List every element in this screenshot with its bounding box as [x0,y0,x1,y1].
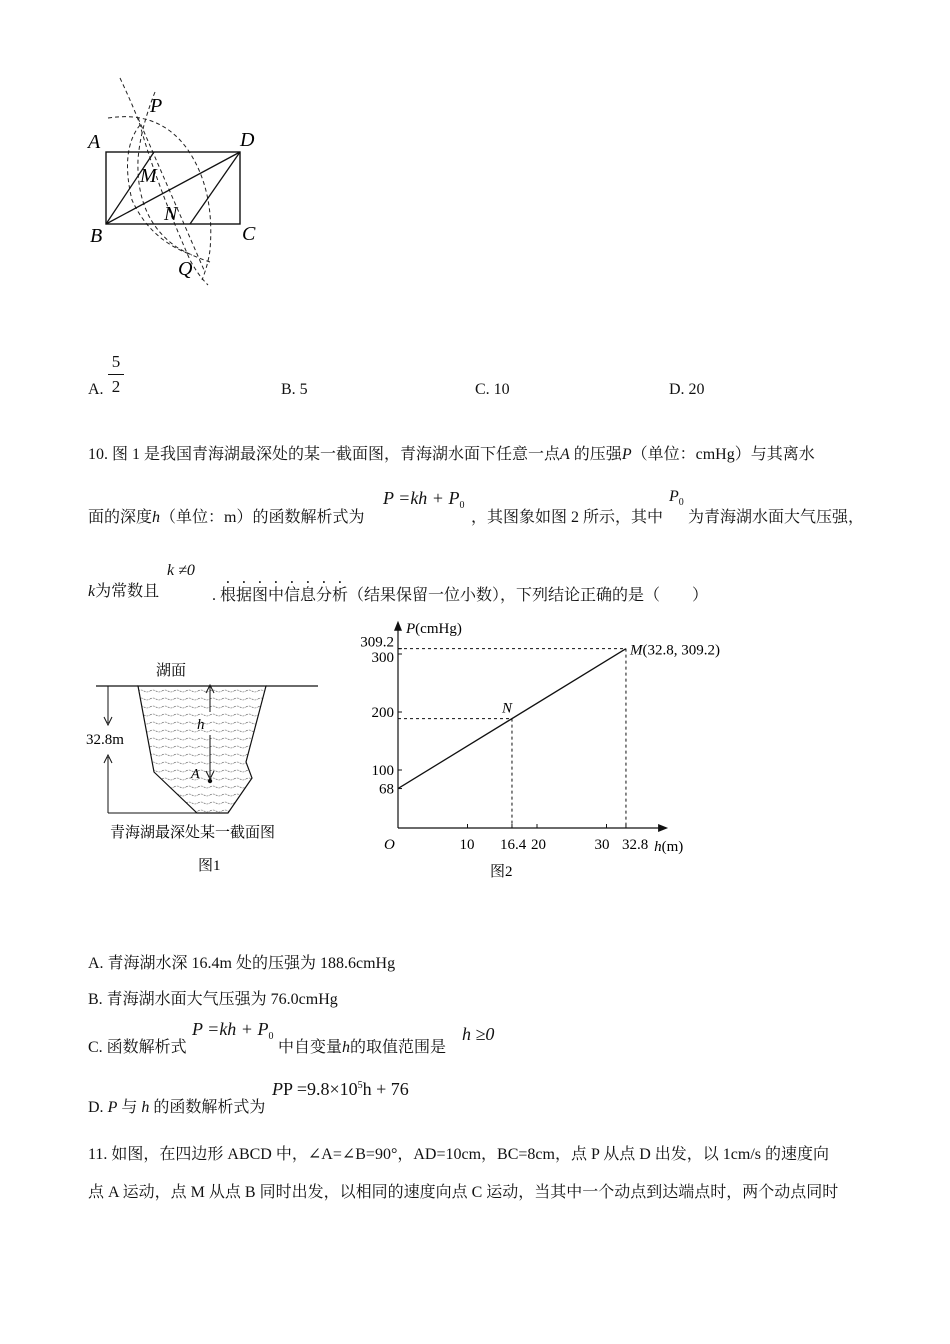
point-m-label: M(32.8, 309.2) [629,642,720,659]
figure-2-chart [340,615,720,880]
figure-1-lake-section [86,655,330,875]
q10-option-d-formula: PP $=9.8\times 10^5h + 76$ [272,1079,409,1099]
q10-line-1: 10. 图 1 是我国青海湖最深处的某一截面图，青海湖水面下任意一点A 的压强P（单位：cmHg）与其离水 [88,446,815,463]
fig1-caption: 青海湖最深处某一截面图 [110,825,276,841]
fraction-numerator: 5 [111,352,121,371]
q9-option-c: C. 10 [475,381,510,398]
fig1-depth-label: 32.8m [86,732,124,748]
q10-option-c-cont: 中自变量h的取值范围是 [278,1039,447,1056]
q9-option-b: B. 5 [281,381,308,398]
q10-option-a: A. 青海湖水深 16.4m 处的压强为 188.6cmHg [88,955,396,972]
label-a: A [88,131,101,153]
q10-line-2-cont: ，其图象如图 2 所示，其中 [471,509,664,526]
q10-option-c: C. 函数解析式 [88,1039,187,1056]
fig1-surface-label: 湖面 [156,663,187,679]
x-tick-label: 10 [459,837,475,853]
point-a [208,779,212,783]
q10-condition: k ≠0 [167,562,195,579]
fig1-a-label: A [191,767,200,782]
label-p: P [150,95,163,117]
q9-option-d: D. 20 [669,381,705,398]
x-tick-label: 32.8 [621,837,649,853]
y-tick-label: 200 [371,705,394,721]
q9-option-a [88,381,104,399]
q10-line-3-cont: . 根据图中信息分析（结果保留一位小数），下列结论正确的是（ ） [212,587,709,604]
fig2-name: 图2 [490,864,513,880]
q10-option-d: D. P 与 h 的函数解析式为 [88,1099,266,1116]
q10-emphasis-text: 根据图中信息分析 [220,587,349,604]
label-m: M [140,165,157,187]
x-axis-label: h(m) [654,839,684,855]
y-tick-label: 300 [371,650,394,666]
q9-option-a-fraction [108,352,124,397]
q10-line-2: 面的深度h（单位：m）的函数解析式为 [88,509,365,526]
q10-option-c-condition: h ≥0 [462,1024,495,1044]
geometry-figure [80,70,256,290]
x-tick-label: 20 [531,837,546,853]
label-b: B [90,225,103,247]
q10-option-c-formula: $P =kh + P_0$ [192,1019,274,1042]
fraction-denominator: 2 [111,377,121,396]
origin-label: O [384,837,395,853]
x-tick-label: 30 [594,837,610,853]
label-d: D [240,129,255,151]
label-c: C [242,223,256,245]
x-axis-arrow [658,824,668,832]
construction-arc-bottom [128,125,193,255]
y-axis-label: P(cmHg) [406,620,462,637]
lake-water [138,686,266,813]
q11-line-1: 11. 如图，在四边形 ABCD 中，∠A=∠B=90°，AD=10cm，BC=8cm，点 P 从点 D 出发，以 1cm/s 的速度向 [88,1146,830,1163]
y-tick-label: 68 [379,781,394,798]
q10-line-3: k为常数且 [88,583,160,600]
q9-option-a-label: A. [88,381,104,398]
y-tick-label: 100 [371,763,394,779]
q10-formula: $P =kh + P_0$ [383,488,465,511]
q11-line-2: 点 A 运动，点 M 从点 B 同时出发，以相同的速度向点 C 运动，当其中一个动点到达端点时，两个动点同时 [88,1184,839,1201]
fig1-name: 图1 [198,858,221,874]
q10-p0-symbol: $P_0$ [669,488,684,508]
point-n-label: N [501,700,512,717]
label-n: N [164,203,178,225]
y-tick-label: 309.2 [360,634,394,651]
perpendicular-bisector-pq [138,118,204,270]
y-axis-arrow [394,621,402,631]
segment-dn [190,152,240,224]
segment-bm [106,152,154,224]
x-tick-label: 16.4 [499,837,527,853]
construction-arc-left [120,78,208,285]
q10-line-2-end: 为青海湖水面大气压强， [688,509,865,526]
fig1-h-label: h [197,717,205,733]
label-q: Q [178,258,193,280]
q10-option-b: B. 青海湖水面大气压强为 76.0cmHg [88,991,338,1008]
